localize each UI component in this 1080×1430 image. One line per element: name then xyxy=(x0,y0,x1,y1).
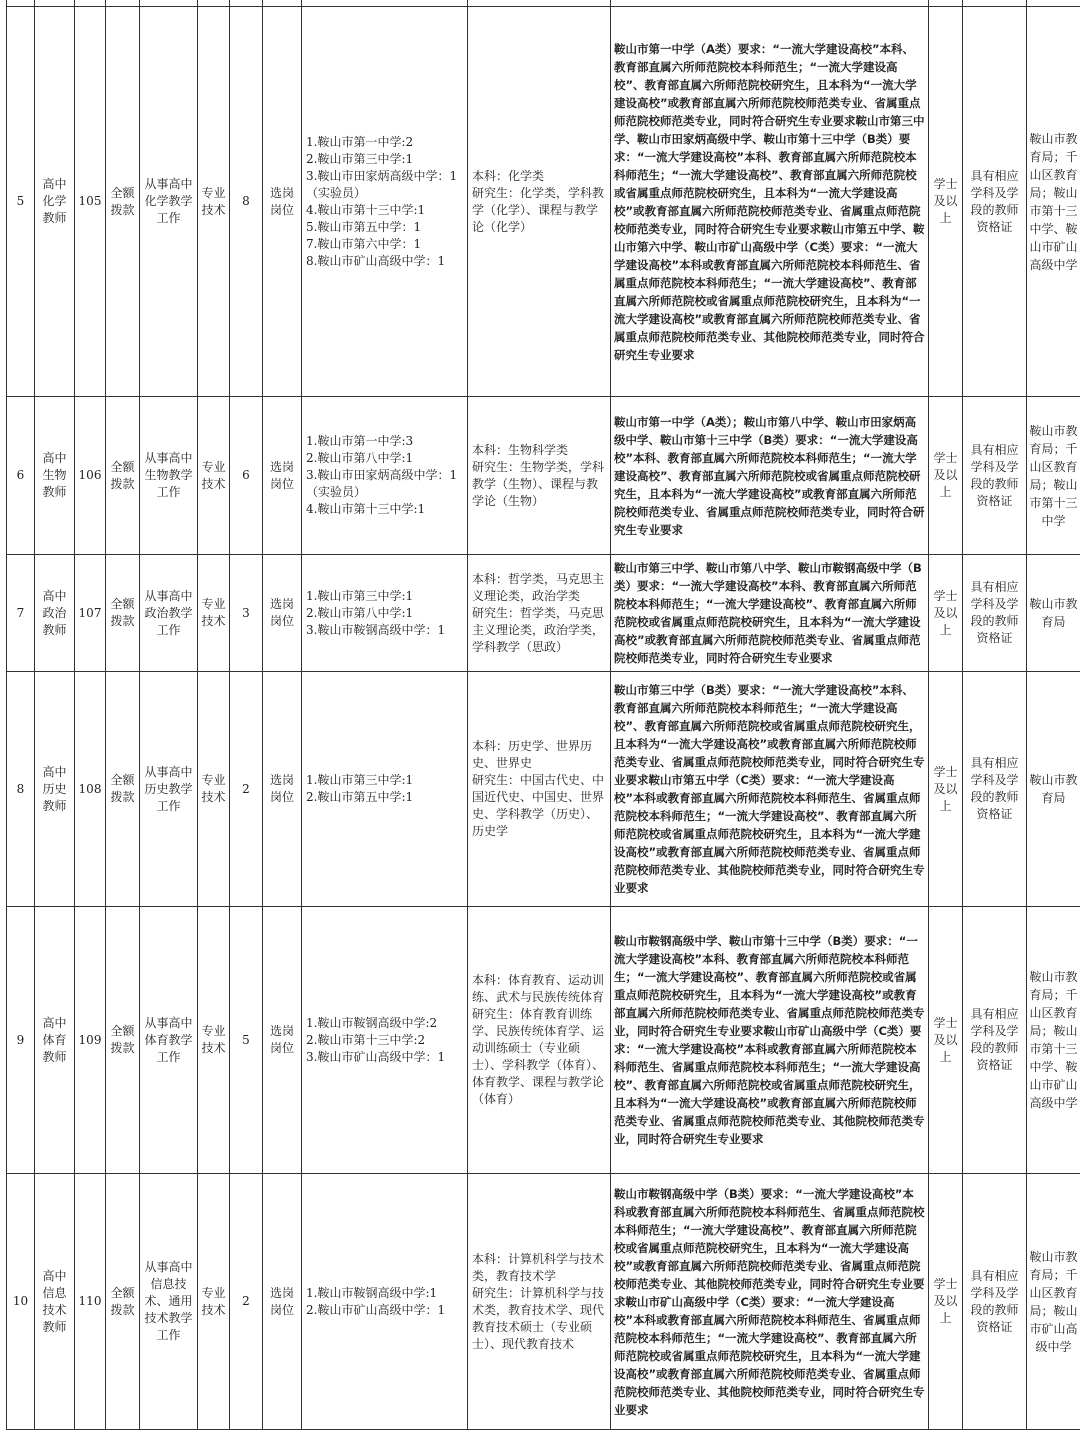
school-requirement-cell: 鞍山市鞍钢高级中学（B类）要求：“一流大学建设高校”本科或教育部直属六所师范院校本科师范生、省属重点师范院校本科师范生；“一流大学建设高校”、教育部直属六所师范院校或省属重点师范院校研究生，且本科为“一流大学建设高校”或教育部直属六所师范院校师范类专业、省属重点师范院校师范类专业、其他院校师范类专业，同时符合研究生专业要求鞍山市矿山高级中学（C类）要求：“一流大学建设高校”本科或教育部直属六所师范院校本科师范生、省属重点师范院校本科师范生；“一流大学建设高校”、教育部直属六所师范院校或省属重点师范院校研究生，且本科为“一流大学建设高校”或教育部直属六所师范院校师范类专业、省属重点师范院校师范类专业、其他院校师范类专业，同时符合研究生专业要求 xyxy=(611,1174,929,1430)
table-row xyxy=(7,1174,1080,1430)
degree-cell: 学士及以上 xyxy=(929,7,963,397)
school-allocation-cell xyxy=(302,7,468,397)
school-allocation-cell xyxy=(302,907,468,1174)
cell-line: 本科：化学类 xyxy=(472,168,545,183)
cell-line: 3.鞍山市田家炳高级中学：1（实验员） xyxy=(306,468,458,499)
job-duty-cell: 从事高中体育教学工作 xyxy=(140,907,198,1174)
table-row xyxy=(7,907,1080,1174)
school-allocation-cell xyxy=(302,672,468,907)
position-category-cell: 专业技术 xyxy=(198,1174,230,1430)
school-allocation-cell xyxy=(302,1174,468,1430)
cell-line: 1.鞍山市第三中学:1 xyxy=(306,588,414,603)
certificate-cell: 具有相应学科及学段的教师资格证 xyxy=(963,907,1027,1174)
job-duty-cell: 从事高中政治教学工作 xyxy=(140,555,198,672)
cell-line: 1.鞍山市第一中学:3 xyxy=(306,434,414,448)
department-note-cell: 鞍山市教育局；千山区教育局；鞍山市第十三中学、鞍山市矿山高级中学 xyxy=(1027,7,1080,397)
cell-line: 1.鞍山市第一中学:2 xyxy=(306,134,414,149)
hiring-count-cell: 5 xyxy=(230,907,263,1174)
cell-line: 3.鞍山市鞍钢高级中学：1 xyxy=(306,622,446,637)
hiring-count-cell: 3 xyxy=(230,555,263,672)
department-note-cell: 鞍山市教育局；千山区教育局；鞍山市第十三中学 xyxy=(1027,397,1080,555)
cell-line: 8.鞍山市矿山高级中学：1 xyxy=(306,253,446,268)
position-code-cell: 105 xyxy=(75,7,106,397)
position-title-cell: 高中信息技术教师 xyxy=(35,1174,75,1430)
seq-number-cell: 10 xyxy=(7,1174,35,1430)
cell-line: 本科：哲学类，马克思主义理论类，政治学类 xyxy=(472,571,605,603)
cell-line: 研究生：化学类，学科教学（化学）、课程与教学论（化学） xyxy=(472,185,605,234)
selection-method-cell: 选岗岗位 xyxy=(263,397,302,555)
certificate-cell: 具有相应学科及学段的教师资格证 xyxy=(963,1174,1027,1430)
position-code-cell: 106 xyxy=(75,397,106,555)
job-duty-cell: 从事高中化学教学工作 xyxy=(140,7,198,397)
certificate-cell: 具有相应学科及学段的教师资格证 xyxy=(963,672,1027,907)
major-requirement-cell xyxy=(468,907,611,1174)
certificate-cell: 具有相应学科及学段的教师资格证 xyxy=(963,397,1027,555)
school-requirement-cell: 鞍山市鞍钢高级中学、鞍山市第十三中学（B类）要求：“一流大学建设高校”本科、教育部直属六所师范院校本科师范生；“一流大学建设高校”、教育部直属六所师范院校或省属重点师范院校研究生，且本科为“一流大学建设高校”或教育部直属六所师范院校师范类专业、省属重点师范院校师范类专业，同时符合研究生专业要求鞍山市矿山高级中学（C类）要求：“一流大学建设高校”本科或教育部直属六所师范院校本科师范生、省属重点师范院校本科师范生；“一流大学建设高校”、教育部直属六所师范院校或省属重点师范院校研究生，且本科为“一流大学建设高校”或教育部直属六所师范院校师范类专业、省属重点师范院校师范类专业、其他院校师范类专业，同时符合研究生专业要求 xyxy=(611,907,929,1174)
position-title-cell: 高中历史教师 xyxy=(35,672,75,907)
degree-cell: 学士及以上 xyxy=(929,907,963,1174)
cell-line: 4.鞍山市第十三中学:1 xyxy=(306,202,426,217)
position-code-cell: 110 xyxy=(75,1174,106,1430)
hiring-count-cell: 2 xyxy=(230,1174,263,1430)
degree-cell: 学士及以上 xyxy=(929,397,963,555)
selection-method-cell: 选岗岗位 xyxy=(263,672,302,907)
school-allocation-cell xyxy=(302,397,468,555)
seq-number-cell: 8 xyxy=(7,672,35,907)
hiring-count-cell: 6 xyxy=(230,397,263,555)
cell-line: 2.鞍山市矿山高级中学：1 xyxy=(306,1302,446,1317)
selection-method-cell: 选岗岗位 xyxy=(263,555,302,672)
major-requirement-cell xyxy=(468,397,611,555)
job-duty-cell: 从事高中信息技术、通用技术教学工作 xyxy=(140,1174,198,1430)
school-requirement-cell: 鞍山市第一中学（A类）；鞍山市第八中学、鞍山市田家炳高级中学、鞍山市第十三中学（B类）要求：“一流大学建设高校”本科、教育部直属六所师范院校本科师范生；“一流大学建设高校”、教育部直属六所师范院校或省属重点师范院校研究生，且本科为“一流大学建设高校”或教育部直属六所师范院校师范类专业、省属重点师范院校师范类专业，同时符合研究生专业要求 xyxy=(611,397,929,555)
position-code-cell: 108 xyxy=(75,672,106,907)
funding-type-cell: 全额拨款 xyxy=(106,1174,140,1430)
hiring-count-cell: 2 xyxy=(230,672,263,907)
major-requirement-cell xyxy=(468,1174,611,1430)
position-category-cell: 专业技术 xyxy=(198,555,230,672)
cell-line: 1.鞍山市鞍钢高级中学:2 xyxy=(306,1015,438,1030)
cell-line: 研究生：计算机科学与技术类，教育技术学、现代教育技术硕士（专业硕士）、现代教育技术 xyxy=(472,1285,605,1351)
cell-line: 3.鞍山市矿山高级中学：1 xyxy=(306,1049,446,1064)
cell-line: 本科：体育教育、运动训练、武术与民族传统体育 xyxy=(472,973,605,1004)
department-note-cell: 鞍山市教育局；千山区教育局；鞍山市矿山高级中学 xyxy=(1027,1174,1080,1430)
cell-line: 研究生：体育教育训练学、民族传统体育学、运动训练硕士（专业硕士）、学科教学（体育）、体育教学、课程与教学论（体育） xyxy=(472,1007,605,1106)
major-requirement-cell xyxy=(468,672,611,907)
recruitment-table xyxy=(6,0,1080,1430)
cell-line: 研究生：哲学类，马克思主义理论类，政治学类，学科教学（思政） xyxy=(472,605,605,654)
cell-line: 2.鞍山市第三中学:1 xyxy=(306,151,414,166)
cell-line: 5.鞍山市第五中学：1 xyxy=(306,219,422,234)
position-title-cell: 高中政治教师 xyxy=(35,555,75,672)
seq-number-cell: 7 xyxy=(7,555,35,672)
job-duty-cell: 从事高中历史教学工作 xyxy=(140,672,198,907)
degree-cell: 学士及以上 xyxy=(929,555,963,672)
cell-line: 4.鞍山市第十三中学:1 xyxy=(306,502,426,516)
cell-line: 2.鞍山市第五中学:1 xyxy=(306,790,414,804)
school-requirement-cell: 鞍山市第一中学（A类）要求：“一流大学建设高校”本科、教育部直属六所师范院校本科师范生；“一流大学建设高校”、教育部直属六所师范院校研究生，且本科为“一流大学建设高校”或教育部直属六所师范院校师范类专业、省属重点师范院校师范类专业，同时符合研究生专业要求鞍山市第三中学、鞍山市田家炳高级中学、鞍山市第十三中学（B类）要求：“一流大学建设高校”本科、教育部直属六所师范院校本科师范生；“一流大学建设高校”、教育部直属六所师范院校或省属重点师范院校研究生，且本科为“一流大学建设高校”或教育部直属六所师范院校师范类专业、省属重点师范院校师范类专业，同时符合研究生专业要求鞍山市第五中学、鞍山市第六中学、鞍山市矿山高级中学（C类）要求：“一流大学建设高校”本科或教育部直属六所师范院校本科师范生、省属重点师范院校本科师范生；“一流大学建设高校”、教育部直属六所师范院校或省属重点师范院校研究生，且本科为“一流大学建设高校”或教育部直属六所师范院校师范类专业、省属重点师范院校师范类专业、其他院校师范类专业，同时符合研究生专业要求 xyxy=(611,7,929,397)
cell-line: 3.鞍山市田家炳高级中学：1（实验员） xyxy=(306,168,458,200)
seq-number-cell: 5 xyxy=(7,7,35,397)
school-requirement-cell: 鞍山市第三中学（B类）要求：“一流大学建设高校”本科、教育部直属六所师范院校本科师范生；“一流大学建设高校”、教育部直属六所师范院校或省属重点师范院校研究生，且本科为“一流大学建设高校”或教育部直属六所师范院校师范类专业、省属重点师范院校师范类专业，同时符合研究生专业要求鞍山市第五中学（C类）要求：“一流大学建设高校”本科或教育部直属六所师范院校本科师范生、省属重点师范院校本科师范生；“一流大学建设高校”、教育部直属六所师范院校或省属重点师范院校研究生，且本科为“一流大学建设高校”或教育部直属六所师范院校师范类专业、省属重点师范院校师范类专业、其他院校师范类专业，同时符合研究生专业要求 xyxy=(611,672,929,907)
cell-line: 本科：计算机科学与技术类，教育技术学 xyxy=(472,1251,605,1283)
certificate-cell: 具有相应学科及学段的教师资格证 xyxy=(963,555,1027,672)
table-row xyxy=(7,397,1080,555)
funding-type-cell: 全额拨款 xyxy=(106,555,140,672)
funding-type-cell: 全额拨款 xyxy=(106,907,140,1174)
funding-type-cell: 全额拨款 xyxy=(106,7,140,397)
cell-line: 1.鞍山市鞍钢高级中学:1 xyxy=(306,1285,438,1300)
position-title-cell: 高中生物教师 xyxy=(35,397,75,555)
major-requirement-cell xyxy=(468,555,611,672)
position-title-cell: 高中体育教师 xyxy=(35,907,75,1174)
selection-method-cell: 选岗岗位 xyxy=(263,907,302,1174)
position-code-cell: 109 xyxy=(75,907,106,1174)
job-duty-cell: 从事高中生物教学工作 xyxy=(140,397,198,555)
school-allocation-cell xyxy=(302,555,468,672)
table-body xyxy=(7,0,1080,1430)
recruitment-table-page xyxy=(6,0,1080,1430)
position-title-cell: 高中化学教师 xyxy=(35,7,75,397)
department-note-cell: 鞍山市教育局；千山区教育局；鞍山市第十三中学、鞍山市矿山高级中学 xyxy=(1027,907,1080,1174)
cell-line: 本科：生物科学类 xyxy=(472,442,569,457)
cell-line: 2.鞍山市第十三中学:2 xyxy=(306,1032,426,1047)
selection-method-cell: 选岗岗位 xyxy=(263,7,302,397)
position-code-cell: 107 xyxy=(75,555,106,672)
seq-number-cell: 9 xyxy=(7,907,35,1174)
selection-method-cell: 选岗岗位 xyxy=(263,1174,302,1430)
department-note-cell: 鞍山市教育局 xyxy=(1027,555,1080,672)
degree-cell: 学士及以上 xyxy=(929,672,963,907)
major-requirement-cell xyxy=(468,7,611,397)
cell-line: 本科：历史学、世界历史、世界史 xyxy=(472,739,593,770)
table-row xyxy=(7,672,1080,907)
table-row xyxy=(7,7,1080,397)
school-requirement-cell: 鞍山市第三中学、鞍山市第八中学、鞍山市鞍钢高级中学（B类）要求：“一流大学建设高校”本科、教育部直属六所师范院校本科师范生；“一流大学建设高校”、教育部直属六所师范院校或省属重点师范院校研究生，且本科为“一流大学建设高校”或教育部直属六所师范院校师范类专业、省属重点师范院校师范类专业，同时符合研究生专业要求 xyxy=(611,555,929,672)
position-category-cell: 专业技术 xyxy=(198,397,230,555)
cell-line: 研究生：中国古代史、中国近代史、中国史、世界史、学科教学（历史）、历史学 xyxy=(472,773,605,838)
position-category-cell: 专业技术 xyxy=(198,7,230,397)
hiring-count-cell: 8 xyxy=(230,7,263,397)
cell-line: 7.鞍山市第六中学：1 xyxy=(306,236,422,251)
position-category-cell: 专业技术 xyxy=(198,907,230,1174)
funding-type-cell: 全额拨款 xyxy=(106,397,140,555)
position-category-cell: 专业技术 xyxy=(198,672,230,907)
certificate-cell: 具有相应学科及学段的教师资格证 xyxy=(963,7,1027,397)
funding-type-cell: 全额拨款 xyxy=(106,672,140,907)
cell-line: 2.鞍山市第八中学:1 xyxy=(306,451,414,465)
cell-line: 研究生：生物学类，学科教学（生物）、课程与教学论（生物） xyxy=(472,459,605,508)
cell-line: 2.鞍山市第八中学:1 xyxy=(306,605,414,620)
table-row xyxy=(7,555,1080,672)
seq-number-cell: 6 xyxy=(7,397,35,555)
degree-cell: 学士及以上 xyxy=(929,1174,963,1430)
cell-line: 1.鞍山市第三中学:1 xyxy=(306,773,414,787)
department-note-cell: 鞍山市教育局 xyxy=(1027,672,1080,907)
